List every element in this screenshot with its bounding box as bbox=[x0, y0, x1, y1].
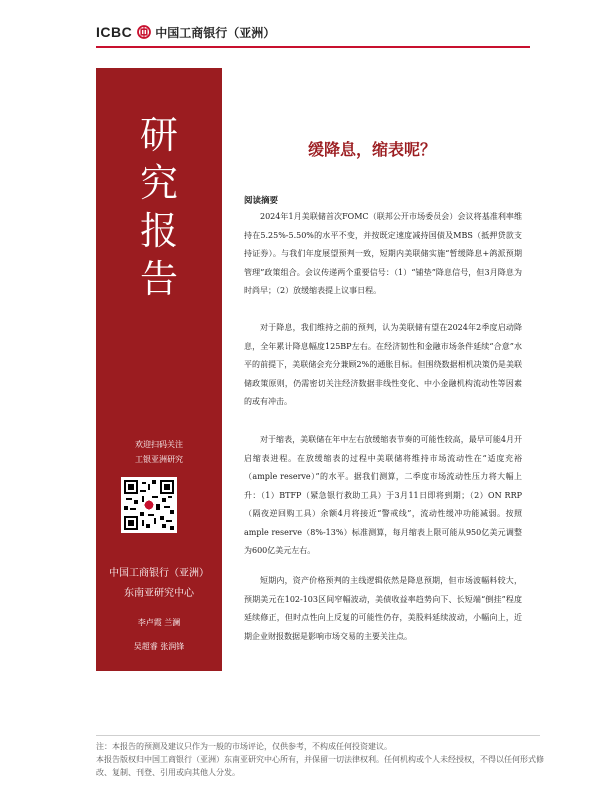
sidebar-title-char: 研 bbox=[139, 113, 178, 157]
brand-short-name: ICBC bbox=[96, 24, 133, 40]
authors-line1: 李卢霞 兰澜 bbox=[137, 618, 181, 627]
brand-logo bbox=[96, 22, 275, 42]
header-divider bbox=[96, 46, 530, 48]
summary-paragraph: 短期内，资产价格预判的主线逻辑依然是降息预期，但市场波幅料较大，预期美元在102-103区间窄幅波动，美债收益率趋势向下、长短端“倒挂”程度延续修正，但时点性向上反复的可能性仍存，美股料延续波动，小幅向上，近期企业财报数据是影响市场交易的主要关注点。 bbox=[244, 576, 522, 641]
summary-paragraph: 对于缩表，美联储在年中左右放缓缩表节奏的可能性较高，最早可能4月开启缩表进程。在放缓缩表的过程中美联储将维持市场流动性在“适度充裕（ample reserve）”的水平。据我们测算，二季度市场流动性压力将大幅上升：（1）BTFP（紧急银行救助工具）于3月11日即将到期；（2）ON RRP（隔夜逆回购工具）余额4月将接近“警戒线”，流动性缓冲功能减弱。按照ample reserve（8%-13%）标准测算，每月缩表上限可能从950亿美元调整为600亿美元左右。 bbox=[244, 435, 522, 555]
sidebar-title-char: 究 bbox=[139, 161, 178, 205]
brand-full-name: 中国工商银行（亚洲） bbox=[155, 25, 276, 40]
page-header bbox=[0, 0, 600, 48]
qr-code-icon bbox=[124, 480, 174, 530]
summary-heading: 阅读摘要 bbox=[244, 196, 279, 206]
summary-paragraph: 对于降息，我们维持之前的预判，认为美联储有望在2024年2季度启动降息，全年累计降息幅度125BP左右。在经济韧性和金融市场条件延续“合意”水平的前提下，美联储会充分兼顾2%的通胀目标。但围绕数据相机决策仍是美联储政策原则，仍需密切关注经济数据非线性变化、中小金融机构流动性等因素的或有冲击。 bbox=[244, 323, 522, 406]
copyright-notice: 本报告版权归中国工商银行（亚洲）东南亚研究中心所有，并保留一切法律权利。任何机构或个人未经授权，不得以任何形式修改、复制、刊登、引用或向其他人分发。 bbox=[96, 755, 544, 777]
scan-prompt-line1: 欢迎扫码关注 bbox=[135, 440, 183, 449]
scan-prompt-line2: 工银亚洲研究 bbox=[135, 455, 183, 464]
sidebar-title-char: 告 bbox=[139, 257, 178, 301]
org-department: 东南亚研究中心 bbox=[124, 588, 194, 599]
summary-paragraph: 2024年1月美联储首次FOMC（联邦公开市场委员会）会议将基准利率维持在5.25%-5.50%的水平不变，并按既定速度减持国债及MBS（抵押贷款支持证券）。与我们年度展望预判一致，短期内美联储实施“暂缓降息+鸽派预期管理”政策组合。会议传递两个重要信号：（1）“铺垫”降息信号，但3月降息为时尚早；（2）放缓缩表提上议事日程。 bbox=[244, 212, 522, 295]
report-sidebar bbox=[96, 68, 222, 671]
authors-line2: 吴超睿 张润锋 bbox=[133, 642, 185, 651]
icbc-emblem-icon bbox=[137, 25, 151, 39]
disclaimer-note: 注：本报告的预测及建议只作为一般的市场评论，仅供参考，不构成任何投资建议。 bbox=[96, 742, 392, 751]
report-title: 缓降息，缩表呢？ bbox=[307, 140, 436, 159]
footer-divider bbox=[96, 735, 540, 736]
org-name: 中国工商银行（亚洲） bbox=[109, 568, 209, 579]
sidebar-title-char: 报 bbox=[139, 209, 178, 253]
qr-code[interactable] bbox=[121, 477, 177, 533]
